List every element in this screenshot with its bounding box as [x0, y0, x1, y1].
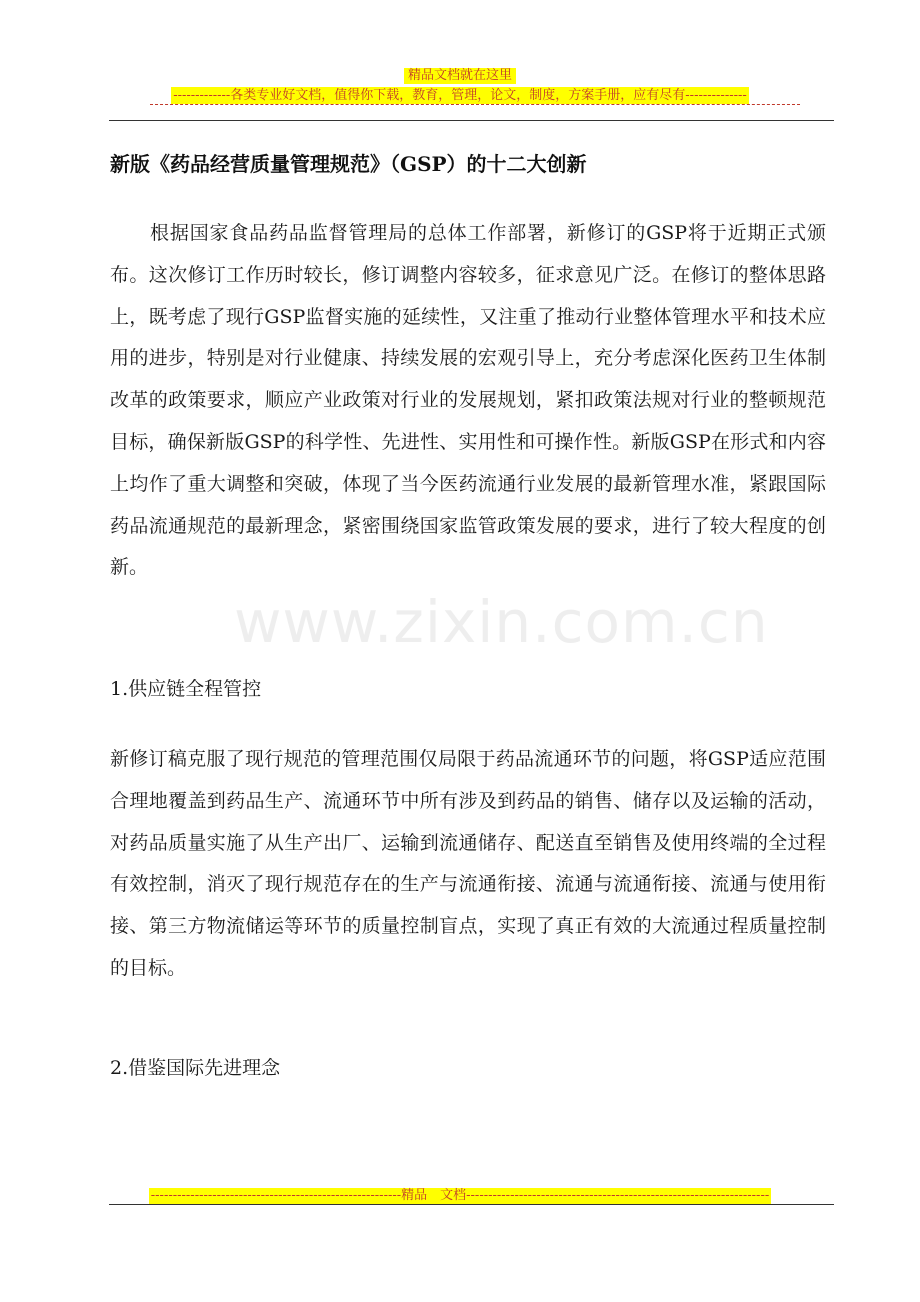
footer-label: ---------------------------------------------------------精品 文档--------------------------------------------------------------------- [150, 1188, 770, 1203]
header-slogan: -------------各类专业好文档，值得你下载，教育，管理，论文，制度，方案手册，应有尽有-------------- [173, 88, 747, 103]
footer-banner [0, 1184, 920, 1204]
footer-rule [109, 1204, 834, 1205]
intro-paragraph: 根据国家食品药品监督管理局的总体工作部署，新修订的GSP将于近期正式颁布。这次修订工作历时较长，修订调整内容较多，征求意见广泛。在修订的整体思路上，既考虑了现行GSP监督实施的延续性，又注重了推动行业整体管理水平和技术应用的进步，特别是对行业健康、持续发展的宏观引导上，充分考虑深化医药卫生体制改革的政策要求，顺应产业政策对行业的发展规划，紧扣政策法规对行业的整顿规范目标，确保新版GSP的科学性、先进性、实用性和可操作性。新版GSP在形式和内容上均作了重大调整和突破，体现了当今医药流通行业发展的最新管理水准，紧跟国际药品流通规范的最新理念，紧密围绕国家监管政策发展的要求，进行了较大程度的创新。 [110, 222, 826, 579]
document-title: 新版《药品经营质量管理规范》（GSP）的十二大创新 [110, 152, 587, 176]
watermark: www.zixin.com.cn [234, 588, 769, 656]
header-tagline: 精品文档就在这里 [404, 68, 516, 84]
section-heading-2: 2.借鉴国际先进理念 [110, 1057, 281, 1079]
section-heading-1: 1.供应链全程管控 [110, 678, 262, 700]
header-rule [109, 120, 834, 121]
header-dashed-divider [150, 104, 800, 105]
section-body-1: 新修订稿克服了现行规范的管理范围仅局限于药品流通环节的问题，将GSP适应范围合理地覆盖到药品生产、流通环节中所有涉及到药品的销售、储存以及运输的活动，对药品质量实施了从生产出厂、运输到流通储存、配送直至销售及使用终端的全过程有效控制，消灭了现行规范存在的生产与流通衔接、流通与流通衔接、流通与使用衔接、第三方物流储运等环节的质量控制盲点，实现了真正有效的大流通过程质量控制的目标。 [110, 748, 826, 979]
header-banner [0, 64, 920, 104]
